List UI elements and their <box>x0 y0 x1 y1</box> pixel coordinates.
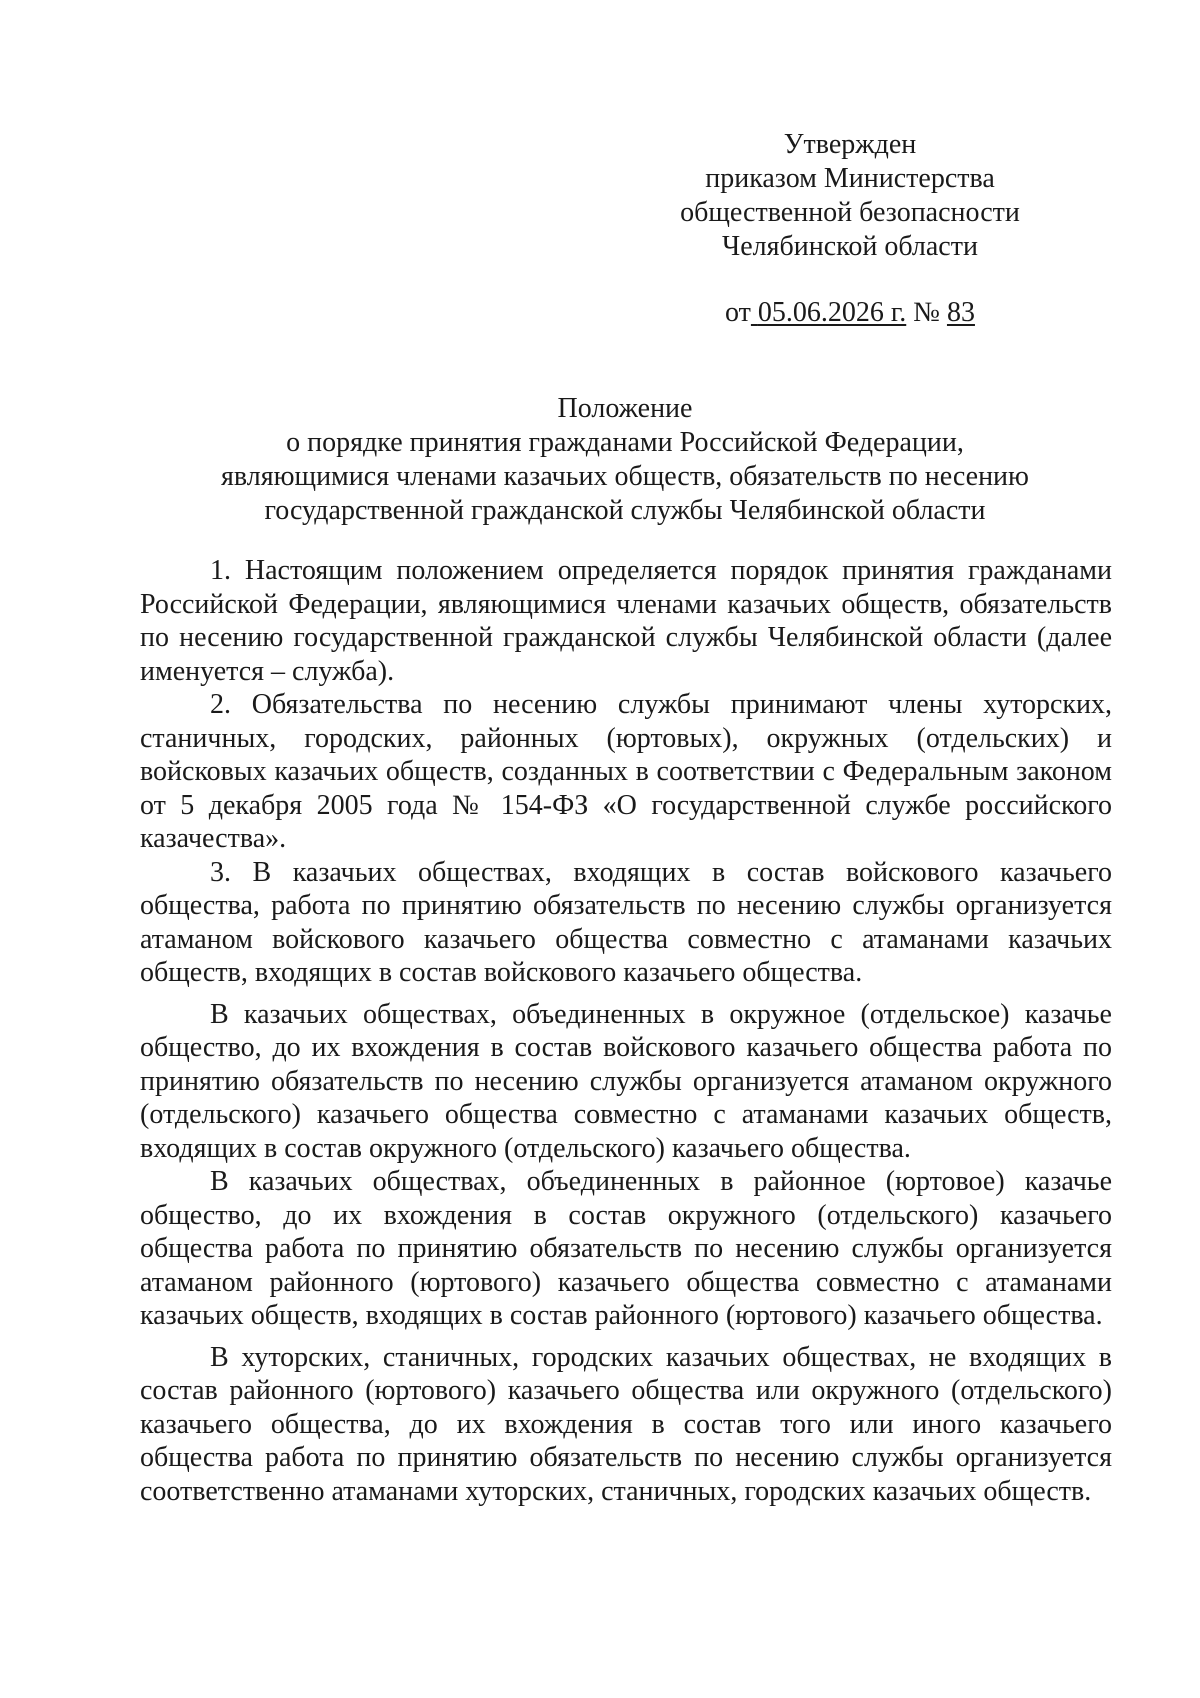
title-line-3: государственной гражданской службы Челябинской области <box>264 495 986 526</box>
paragraph-3: 3. В казачьих обществах, входящих в состав войскового казачьего общества, работа по принятию обязательств по несению службы организуется атаманом войскового казачьего общества совместно с атаманами казачьих обществ, входящих в состав войскового казачьего общества. <box>140 856 1112 988</box>
paragraph-6: В хуторских, станичных, городских казачьих обществах, не входящих в состав районного (юртового) казачьего общества или окружного (отдельского) казачьего общества, до их вхождения в состав того или иного казачьего общества работа по принятию обязательств по несению службы организуется соответственно атаманами хуторских, станичных, городских казачьих обществ. <box>140 1341 1112 1507</box>
approval-line-region: Челябинской области <box>722 231 978 262</box>
paragraph-2: 2. Обязательства по несению службы принимают члены хуторских, станичных, городских, районных (юртовых), окружных (отдельских) и войсковых казачьих обществ, созданных в соответствии с Федеральным законом от 5 декабря 2005 года № 154-ФЗ «О государственной службе российского казачества». <box>140 689 1112 854</box>
order-number-sign: № <box>913 297 940 328</box>
approval-line-ministry: общественной безопасности <box>680 197 1020 228</box>
title-line-2: являющимися членами казачьих обществ, обязательств по несению <box>221 461 1029 492</box>
paragraph-4: В казачьих обществах, объединенных в окружное (отдельское) казачье общество, до их вхождения в состав войскового казачьего общества работа по принятию обязательств по несению службы организуется атаманом окружного (отдельского) казачьего общества совместно с атаманами казачьих обществ, входящих в состав окружного (отдельского) казачьего общества. <box>140 998 1112 1164</box>
order-number: 83 <box>946 297 975 328</box>
order-prefix: от <box>725 297 751 328</box>
order-date-number <box>660 296 1040 330</box>
approval-stamp-block <box>660 128 1040 264</box>
title-heading: Положение <box>557 393 693 424</box>
paragraph-5: В казачьих обществах, объединенных в районное (юртовое) казачье общество, до их вхождения в состав окружного (отдельского) казачьего общества работа по принятию обязательств по несению службы организуется атаманом районного (юртового) казачьего общества совместно с атаманами казачьих обществ, входящих в состав районного (юртового) казачьего общества. <box>140 1166 1112 1331</box>
document-title <box>140 392 1110 528</box>
document-body <box>140 554 1112 1508</box>
paragraph-1: 1. Настоящим положением определяется порядок принятия гражданами Российской Федерации, являющимися членами казачьих обществ, обязательств по несению государственной гражданской службы Челябинской области (далее именуется – служба). <box>140 555 1112 687</box>
title-line-1: о порядке принятия гражданами Российской Федерации, <box>286 427 964 458</box>
approval-line-approved: Утвержден <box>783 129 917 160</box>
approval-line-order: приказом Министерства <box>705 163 995 194</box>
order-date: 05.06.2026 г. <box>757 297 907 328</box>
